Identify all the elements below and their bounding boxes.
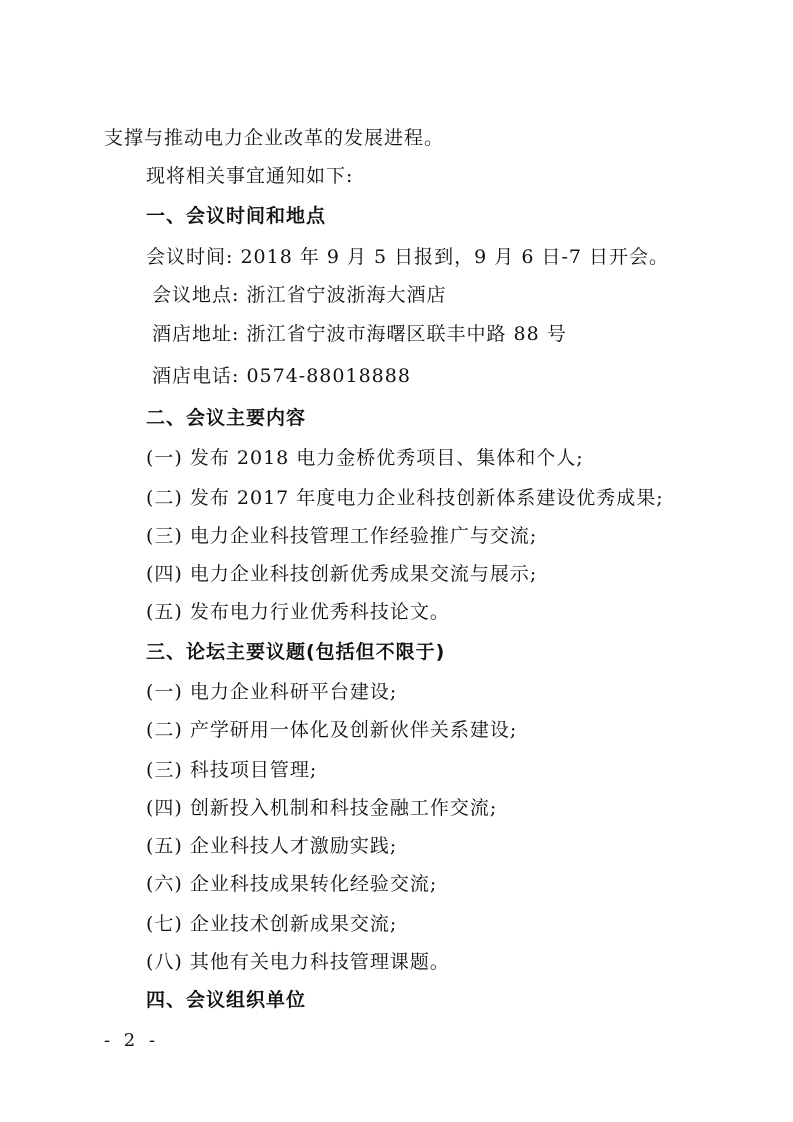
list-item: (七) 企业技术创新成果交流;	[146, 913, 398, 935]
list-item: (一) 电力企业科研平台建设;	[146, 681, 398, 703]
list-item: (三) 科技项目管理;	[146, 759, 318, 781]
meeting-venue: 会议地点: 浙江省宁波浙海大酒店	[152, 284, 447, 306]
list-item: (五) 企业科技人才激励实践;	[146, 835, 398, 857]
list-item: (四) 电力企业科技创新优秀成果交流与展示;	[146, 563, 538, 585]
list-item: (一) 发布 2018 电力金桥优秀项目、集体和个人;	[146, 447, 584, 469]
section-4-heading: 四、会议组织单位	[146, 989, 307, 1011]
section-2-heading: 二、会议主要内容	[146, 407, 307, 429]
list-item: (二) 产学研用一体化及创新伙伴关系建设;	[146, 719, 518, 741]
list-item: (四) 创新投入机制和科技金融工作交流;	[146, 797, 498, 819]
list-item: (五) 发布电力行业优秀科技论文。	[146, 601, 450, 623]
paragraph-continuation: 支撑与推动电力企业改革的发展进程。	[104, 127, 445, 149]
list-item: (六) 企业科技成果转化经验交流;	[146, 873, 438, 895]
paragraph-intro: 现将相关事宜通知如下:	[146, 165, 354, 187]
section-1-heading: 一、会议时间和地点	[146, 205, 327, 227]
hotel-address: 酒店地址: 浙江省宁波市海曙区联丰中路 88 号	[152, 323, 567, 345]
meeting-time: 会议时间: 2018 年 9 月 5 日报到，9 月 6 日-7 日开会。	[146, 246, 670, 268]
list-item: (八) 其他有关电力科技管理课题。	[146, 951, 450, 973]
page-number: - 2 -	[104, 1030, 160, 1051]
list-item: (二) 发布 2017 年度电力企业科技创新体系建设优秀成果;	[146, 487, 664, 509]
list-item: (三) 电力企业科技管理工作经验推广与交流;	[146, 525, 538, 547]
hotel-phone: 酒店电话: 0574-88018888	[152, 365, 411, 387]
section-3-heading: 三、论坛主要议题(包括但不限于)	[146, 641, 446, 663]
